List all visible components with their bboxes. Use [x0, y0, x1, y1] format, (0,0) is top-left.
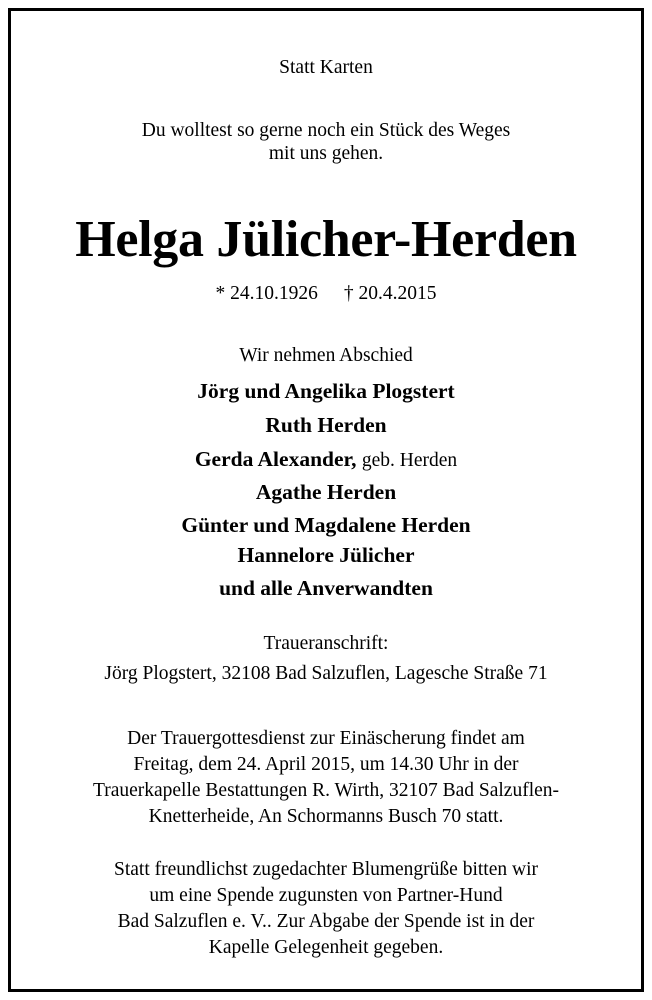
- death-date: † 20.4.2015: [343, 283, 437, 304]
- mourner-1: Jörg und Angelika Plogstert: [197, 379, 455, 403]
- mourner-6: Hannelore Jülicher: [237, 543, 415, 567]
- quote-line-2: mit uns gehen.: [268, 143, 384, 164]
- mourner-5: Günter und Magdalene Herden: [181, 513, 471, 537]
- service-line-2: Freitag, dem 24. April 2015, um 14.30 Uhr in der: [133, 754, 519, 775]
- donation-line-1: Statt freundlichst zugedachter Blumengrüße bitten wir: [113, 859, 538, 880]
- donation-line-3: Bad Salzuflen e. V.. Zur Abgabe der Spende ist in der: [117, 911, 535, 932]
- mourner-2: Ruth Herden: [265, 413, 387, 437]
- header-statt-karten: Statt Karten: [279, 57, 373, 78]
- address-text: Jörg Plogstert, 32108 Bad Salzuflen, Lagesche Straße 71: [104, 663, 548, 684]
- deceased-name: Helga Jülicher-Herden: [75, 211, 577, 268]
- farewell-text: Wir nehmen Abschied: [239, 345, 413, 366]
- service-line-1: Der Trauergottesdienst zur Einäscherung findet am: [127, 728, 525, 749]
- mourner-7: und alle Anverwandten: [219, 576, 433, 600]
- service-line-3: Trauerkapelle Bestattungen R. Wirth, 32107 Bad Salzuflen-: [92, 780, 560, 801]
- life-dates: [0, 282, 652, 305]
- birth-date: * 24.10.1926: [215, 283, 318, 304]
- mourner-3: [0, 447, 652, 473]
- service-line-4: Knetterheide, An Schormanns Busch 70 statt.: [148, 806, 504, 827]
- mourner-3-suffix: geb. Herden: [361, 450, 458, 471]
- quote-line-1: Du wolltest so gerne noch ein Stück des Weges: [141, 120, 511, 141]
- address-label: Traueranschrift:: [263, 633, 389, 654]
- mourner-4: Agathe Herden: [255, 480, 397, 504]
- mourner-3-name: Gerda Alexander,: [194, 447, 357, 471]
- donation-line-4: Kapelle Gelegenheit gegeben.: [208, 937, 444, 958]
- donation-line-2: um eine Spende zugunsten von Partner-Hund: [149, 885, 503, 906]
